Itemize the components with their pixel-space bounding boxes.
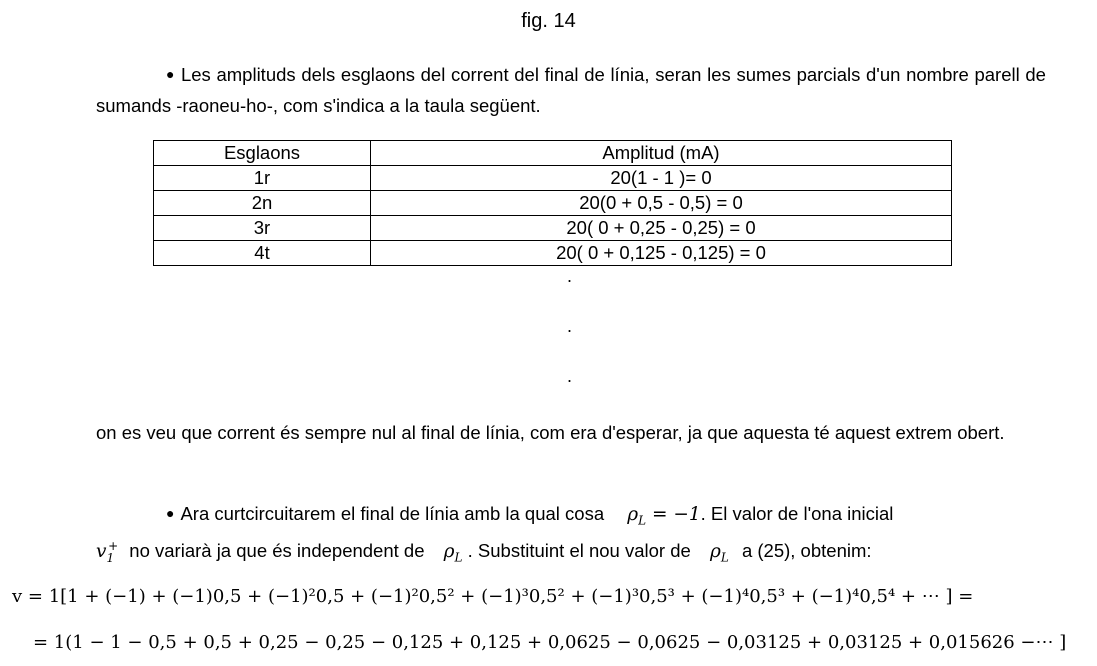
ellipsis-dot: . [567, 316, 573, 336]
ellipsis-dot: . [567, 266, 573, 286]
table-row [154, 241, 952, 266]
paragraph-3-text: a (25), obtenim: [741, 540, 872, 562]
bullet-icon: ● [166, 66, 175, 82]
header-amplitud: Amplitud (mA) [371, 141, 952, 166]
paragraph-3-text: Ara curtcircuitarem el final de línia amb la qual cosa [180, 503, 605, 524]
figure-label: fig. 14 [521, 10, 576, 32]
ellipsis-dot: . [567, 366, 573, 386]
table-row [154, 216, 952, 241]
table-cell: 20(1 - 1 )= 0 [371, 166, 952, 191]
table-cell: 1r [154, 166, 371, 191]
table-row [154, 191, 952, 216]
header-esglaons: Esglaons [154, 141, 371, 166]
v1-plus-symbol: $v_1^+$ [96, 539, 119, 565]
table-cell: 3r [154, 216, 371, 241]
table-cell: 2n [154, 191, 371, 216]
equation-line-2: = 1(1 − 1 − 0,5 + 0,5 + 0,25 − 0,25 − 0,125 + 0,125 + 0,0625 − 0,0625 − 0,03125 + 0,03125 + 0,015626 −⋯ ] [33, 632, 1067, 653]
rho-l-symbol: $\rho_L$ [443, 541, 463, 565]
paragraph-3-text: . El valor de l'ona inicial [700, 503, 894, 524]
table-cell: 20(0 + 0,5 - 0,5) = 0 [371, 191, 952, 216]
rho-l-equals-minus-one: $\rho_L = -1$ [627, 504, 701, 528]
table-header-row [154, 141, 952, 166]
paragraph-3-text: no variarà ja que és independent de [129, 540, 425, 562]
equation-line-1: v = 1[1 + (−1) + (−1)0,5 + (−1)²0,5 + (−1)²0,5² + (−1)³0,5² + (−1)³0,5³ + (−1)⁴0,5³ + (−1)⁴0,5⁴ + ⋯ ] = [12, 586, 974, 607]
table-cell: 20( 0 + 0,25 - 0,25) = 0 [371, 216, 952, 241]
rho-l-symbol: $\rho_L$ [709, 541, 729, 565]
table-row [154, 166, 952, 191]
paragraph-2: on es veu que corrent és sempre nul al final de línia, com era d'esperar, ja que aquesta té aquest extrem obert. [96, 422, 1005, 443]
amplitude-table [153, 140, 952, 266]
paragraph-3-line-1 [166, 499, 893, 536]
table-cell: 4t [154, 241, 371, 266]
bullet-icon: ● [166, 505, 175, 521]
paragraph-1 [96, 60, 1046, 120]
paragraph-3-line-2 [96, 532, 872, 573]
paragraph-3-text: . Substituint el nou valor de [467, 540, 691, 562]
table-cell: 20( 0 + 0,125 - 0,125) = 0 [371, 241, 952, 266]
paragraph-1-text: Les amplituds dels esglaons del corrent del final de línia, seran les sumes parcials d'un nombre parell de sumands -raoneu-ho-, com s'indica a la taula següent. [96, 64, 1046, 116]
